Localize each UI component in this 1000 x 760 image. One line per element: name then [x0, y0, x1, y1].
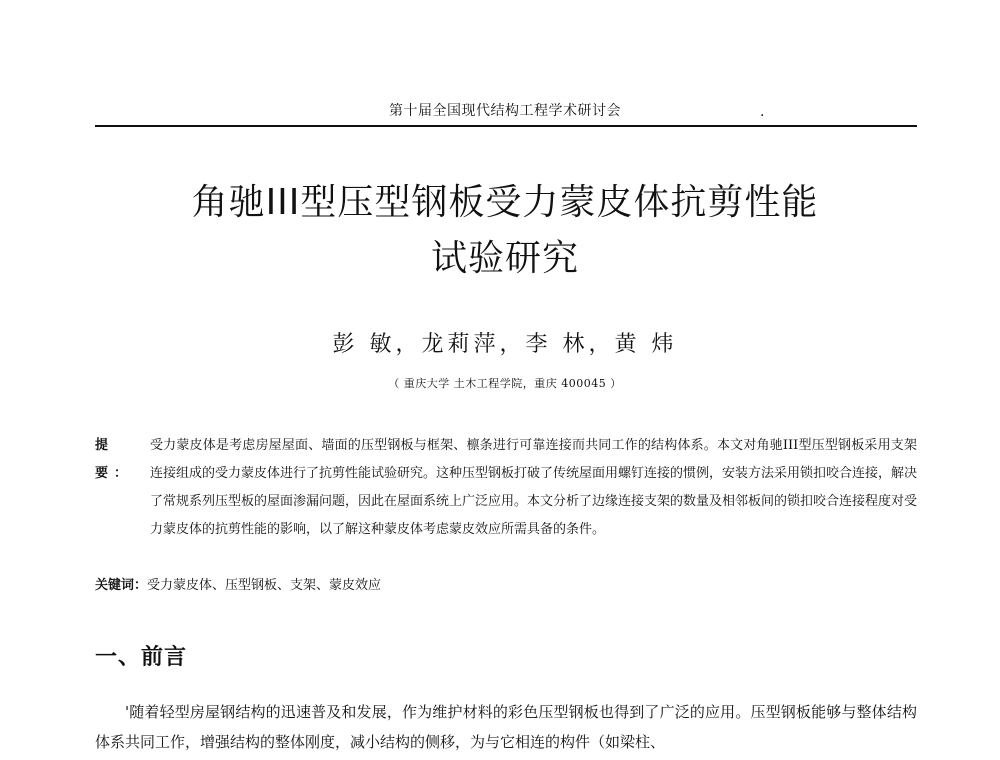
header-mark: . [760, 104, 765, 120]
keywords-text: 受力蒙皮体、压型钢板、支架、蒙皮效应 [147, 578, 382, 593]
section-body: '随着轻型房屋钢结构的迅速普及和发展，作为维护材料的彩色压型钢板也得到了广泛的应用。压型钢板能够与整体结构体系共同工作，增强结构的整体刚度，减小结构的侧移，为与它相连的构件（如梁柱、 [95, 703, 917, 751]
abstract-label: 提 要： [95, 438, 134, 481]
title-line-2: 试验研究 [430, 238, 579, 279]
paper-title [95, 175, 915, 287]
conference-header: 第十届全国现代结构工程学术研讨会 [389, 103, 621, 119]
section-heading: 一、前言 [95, 645, 188, 670]
title-line-1: 角驰III型压型钢板受力蒙皮体抗剪性能 [191, 182, 819, 223]
header-rule [95, 125, 917, 127]
author-list: 彭 敏，龙莉萍，李 林，黄 炜 [332, 332, 678, 357]
abstract-text: 受力蒙皮体是考虑房屋屋面、墙面的压型钢板与框架、檩条进行可靠连接而共同工作的结构体系。本文对角驰III型压型钢板采用支架连接组成的受力蒙皮体进行了抗剪性能试验研究。这种压型钢板打破了传统屋面用螺钉连接的惯例，安装方法采用锁扣咬合连接，解决了常规系列压型板的屋面渗漏问题，因此在屋面系统上广泛应用。本文分析了边缘连接支架的数量及相邻板间的锁扣咬合连接程度对受力蒙皮体的抗剪性能的影响，以了解这种蒙皮体考虑蒙皮效应所需具备的条件。 [150, 438, 918, 537]
abstract-block [95, 432, 917, 544]
keywords-block [95, 574, 917, 593]
keywords-label: 关键词： [95, 578, 148, 593]
affiliation: （ 重庆大学 土木工程学院，重庆 400045 ） [388, 377, 622, 390]
